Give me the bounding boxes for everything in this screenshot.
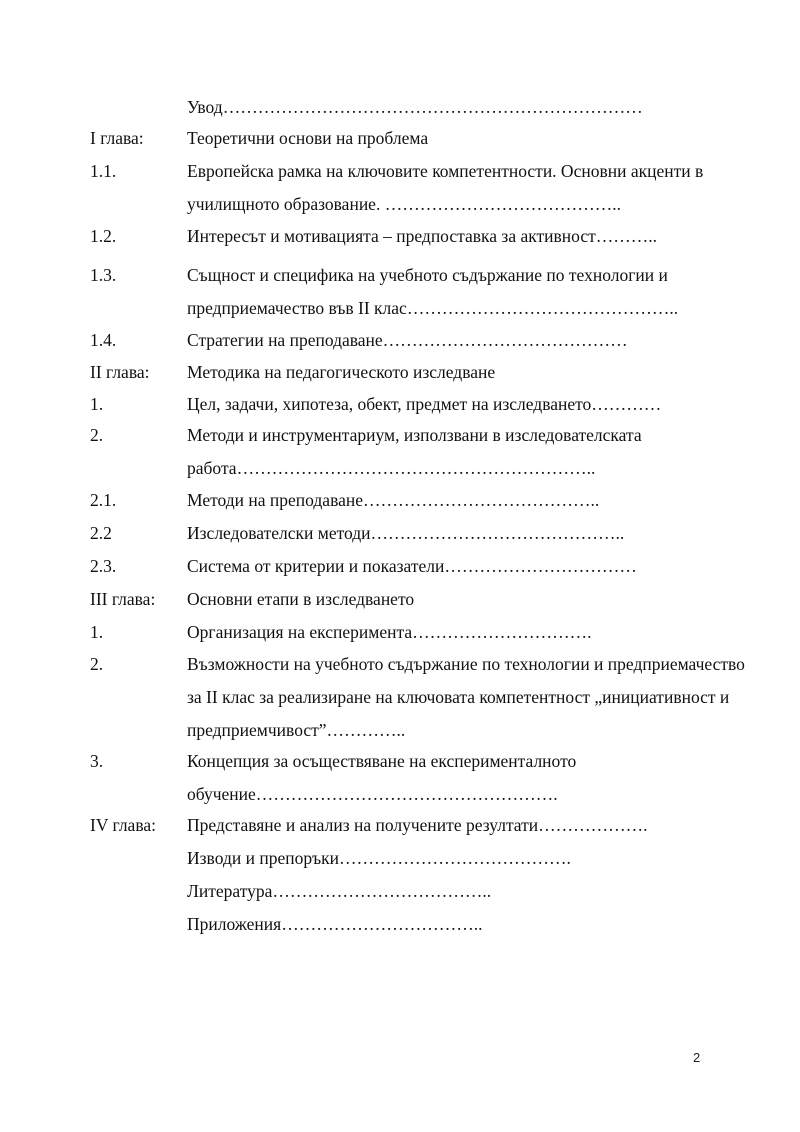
toc-entry-number: 3. <box>90 751 104 771</box>
toc-entry-title: Изследователски методи…………………………………….. <box>187 523 625 543</box>
toc-entry-number: III глава: <box>90 589 156 609</box>
toc-entry-title: Европейска рамка на ключовите компетентности. Основни акценти в училищното образование. ………………………………….. <box>187 161 708 214</box>
toc-entry-title: Основни етапи в изследването <box>187 589 415 609</box>
toc-entry-chapter-4 <box>90 809 750 842</box>
toc-entry-2-2-3 <box>90 553 750 579</box>
toc-entry-number: 1.1. <box>90 161 117 181</box>
toc-entry-1-1 <box>90 155 750 221</box>
toc-entry-title: Концепция за осъществяване на експерименталното обучение……………………………………………. <box>187 751 581 804</box>
toc-entry-number: 1. <box>90 394 104 414</box>
toc-entry-title: Система от критерии и показатели…………………………… <box>187 556 637 576</box>
toc-entry-2-2-1 <box>90 487 750 513</box>
toc-entry-number: 2. <box>90 654 104 674</box>
toc-entry-1-4 <box>90 327 750 353</box>
toc-entry-1-3 <box>90 259 750 325</box>
toc-entry-title: Литература……………………………….. <box>187 881 492 901</box>
toc-entry-3-1 <box>90 619 750 645</box>
toc-entry-number: 2.3. <box>90 556 117 576</box>
toc-entry-title: Теоретични основи на проблема <box>187 128 429 148</box>
toc-entry-title: Възможности на учебното съдържание по технологии и предприемачество за II клас за реализиране на ключовата компетентност „инициативност и предприемчивост”………….. <box>187 654 750 740</box>
table-of-contents <box>90 94 750 941</box>
toc-entry-title: Методи на преподаване………………………………….. <box>187 490 600 510</box>
toc-entry-title: Представяне и анализ на получените резултати………………. <box>187 815 648 835</box>
page-number: 2 <box>693 1050 701 1065</box>
toc-entry-number: IV глава: <box>90 815 156 835</box>
toc-entry-2-2 <box>90 419 750 485</box>
toc-entry-title: Цел, задачи, хипотеза, обект, предмет на изследването………… <box>187 394 662 414</box>
toc-entry-title: Увод……………………………………………………………… <box>187 97 643 117</box>
toc-entry-intro <box>90 94 750 120</box>
toc-entry-number: 2. <box>90 425 104 445</box>
toc-entry-2-1 <box>90 391 750 417</box>
toc-entry-chapter-2 <box>90 359 750 385</box>
toc-entry-title: Същност и специфика на учебното съдържание по технологии и предприемачество във II клас……………………………………….. <box>187 265 679 318</box>
toc-entry-number: 1. <box>90 622 104 642</box>
toc-entry-number: II глава: <box>90 362 150 382</box>
toc-entry-number: I глава: <box>90 128 144 148</box>
toc-entry-title: Методика на педагогическото изследване <box>187 362 496 382</box>
toc-entry-3-2 <box>90 648 750 747</box>
toc-entry-conclusions <box>90 842 750 875</box>
toc-entry-number: 1.4. <box>90 330 117 350</box>
toc-entry-chapter-1 <box>90 125 750 151</box>
toc-entry-title: Приложения…………………………….. <box>187 914 483 934</box>
toc-entry-chapter-3 <box>90 586 750 612</box>
toc-entry-number: 2.1. <box>90 490 117 510</box>
toc-entry-3-3 <box>90 745 750 811</box>
toc-entry-title: Изводи и препоръки…………………………………. <box>187 848 571 868</box>
toc-entry-number: 2.2 <box>90 523 112 543</box>
toc-entry-title: Методи и инструментариум, използвани в изследователската работа…………………………………………………….. <box>187 425 646 478</box>
toc-entry-appendices <box>90 908 750 941</box>
toc-entry-literature <box>90 875 750 908</box>
toc-entry-2-2-2 <box>90 520 750 546</box>
toc-entry-1-2 <box>90 223 750 249</box>
toc-entry-title: Организация на експеримента…………………………. <box>187 622 592 642</box>
toc-entry-number: 1.2. <box>90 226 117 246</box>
toc-entry-title: Стратегии на преподаване…………………………………… <box>187 330 628 350</box>
toc-entry-title: Интересът и мотивацията – предпоставка за активност……….. <box>187 226 657 246</box>
toc-entry-number: 1.3. <box>90 265 117 285</box>
